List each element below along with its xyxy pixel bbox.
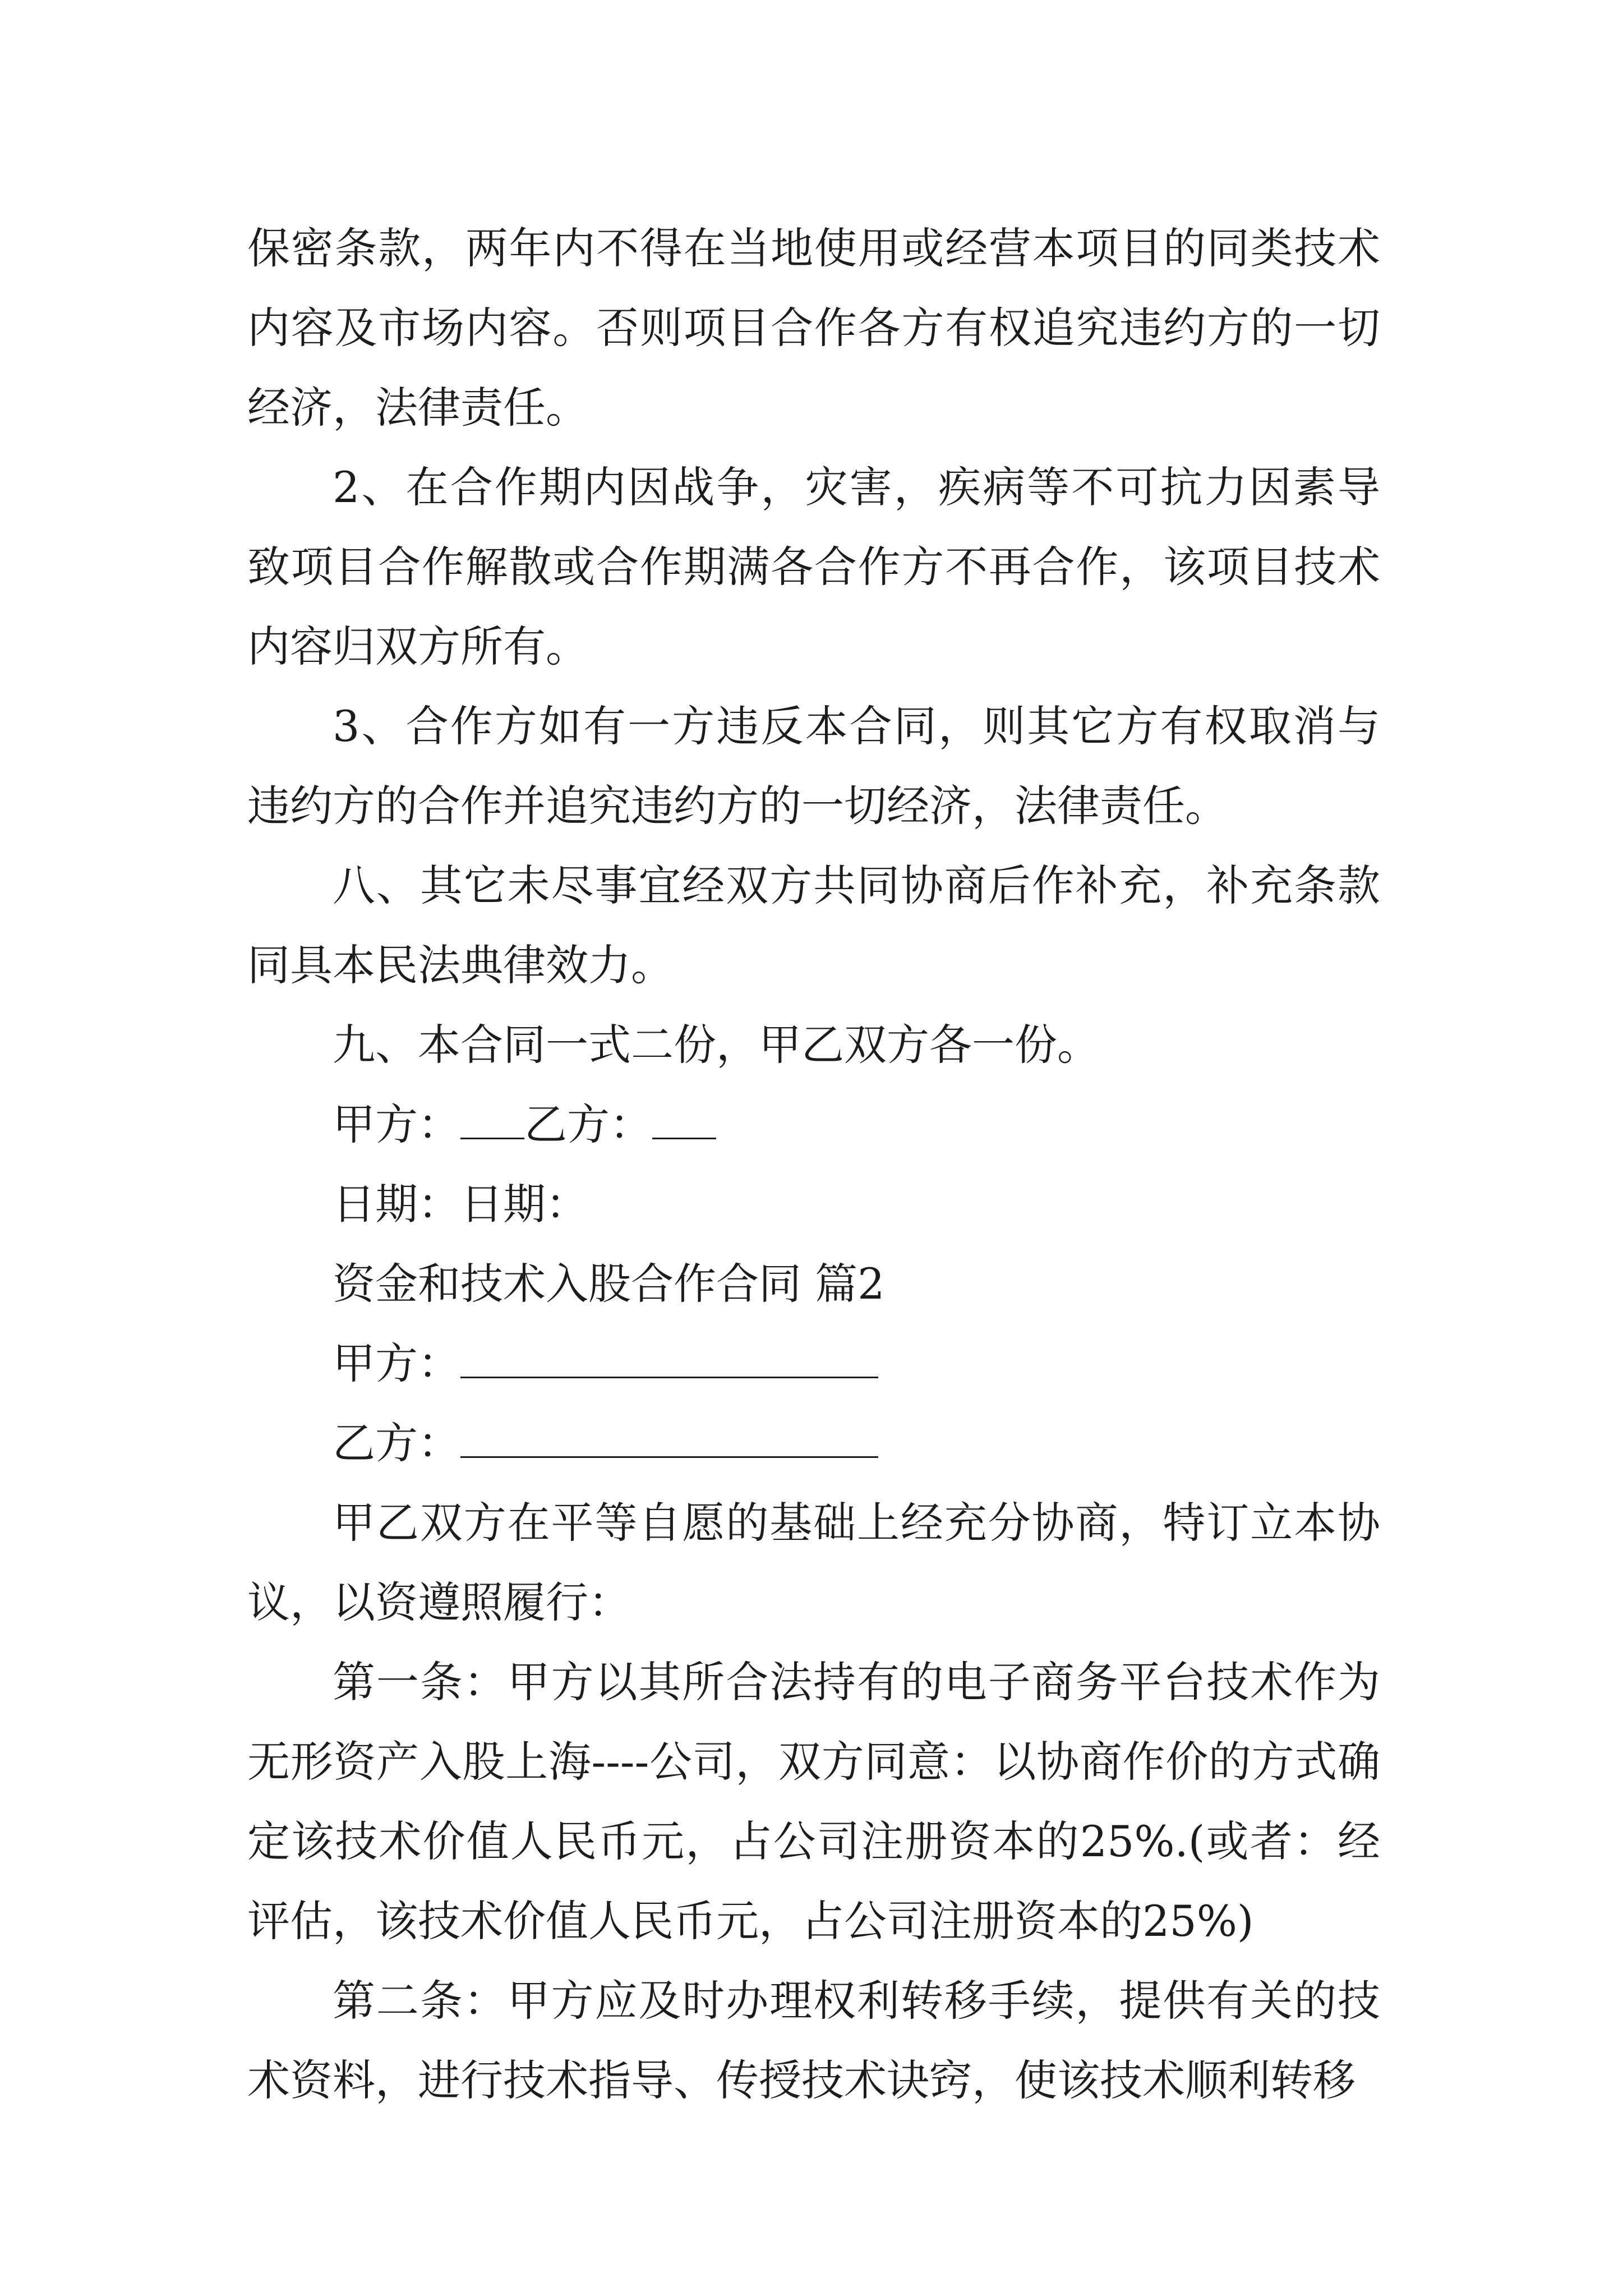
paragraph-clause-2: 2、在合作期内因战争，灾害，疾病等不可抗力因素导致项目合作解散或合作期满各合作方不再合作，该项目技术内容归双方所有。: [247, 462, 1380, 671]
paragraph-confidentiality: 保密条款，两年内不得在当地使用或经营本项目的同类技术内容及市场内容。否则项目合作各方有权追究违约方的一切经济，法律责任。: [247, 223, 1380, 432]
party-a-sign-label: 甲方：: [333, 1099, 460, 1149]
paragraph-clause-3: 3、合作方如有一方违反本合同，则其它方有权取消与违约方的合作并追究违约方的一切经济，法律责任。: [247, 701, 1380, 831]
date-line: 日期：日期：: [333, 1179, 588, 1229]
party-a-sign-blank: [460, 1097, 524, 1139]
party-a-label: 甲方：: [333, 1338, 460, 1388]
paragraph-intro: 甲乙双方在平等自愿的基础上经充分协商，特订立本协议，以资遵照履行：: [247, 1498, 1380, 1627]
party-a-line: [247, 1324, 1380, 1404]
paragraph-article-1: 第一条：甲方以其所合法持有的电子商务平台技术作为无形资产入股上海----公司，双方同意：以协商作价的方式确定该技术价值人民币元，占公司注册资本的25%.(或者：经评估，该技术价值人民币元，占公司注册资本的25%): [247, 1657, 1380, 1946]
party-b-line: [247, 1404, 1380, 1483]
document-body: [247, 209, 1380, 2120]
paragraph-article-2: 第二条：甲方应及时办理权利转移手续，提供有关的技术资料，进行技术指导、传授技术诀窍，使该技术顺利转移: [247, 1976, 1380, 2105]
party-b-blank: [460, 1416, 878, 1458]
party-b-sign-blank: [652, 1097, 716, 1139]
section-title: 资金和技术入股合作合同 篇2: [333, 1259, 885, 1309]
paragraph-section-8: 八、其它未尽事宜经双方共同协商后作补充，补充条款同具本民法典律效力。: [247, 861, 1380, 990]
paragraph-section-9: 九、本合同一式二份，甲乙双方各一份。: [333, 1020, 1100, 1070]
party-a-blank: [460, 1336, 878, 1378]
party-b-label: 乙方：: [333, 1418, 460, 1468]
party-b-sign-label: 乙方：: [524, 1099, 652, 1149]
signature-line: [247, 1085, 1380, 1165]
